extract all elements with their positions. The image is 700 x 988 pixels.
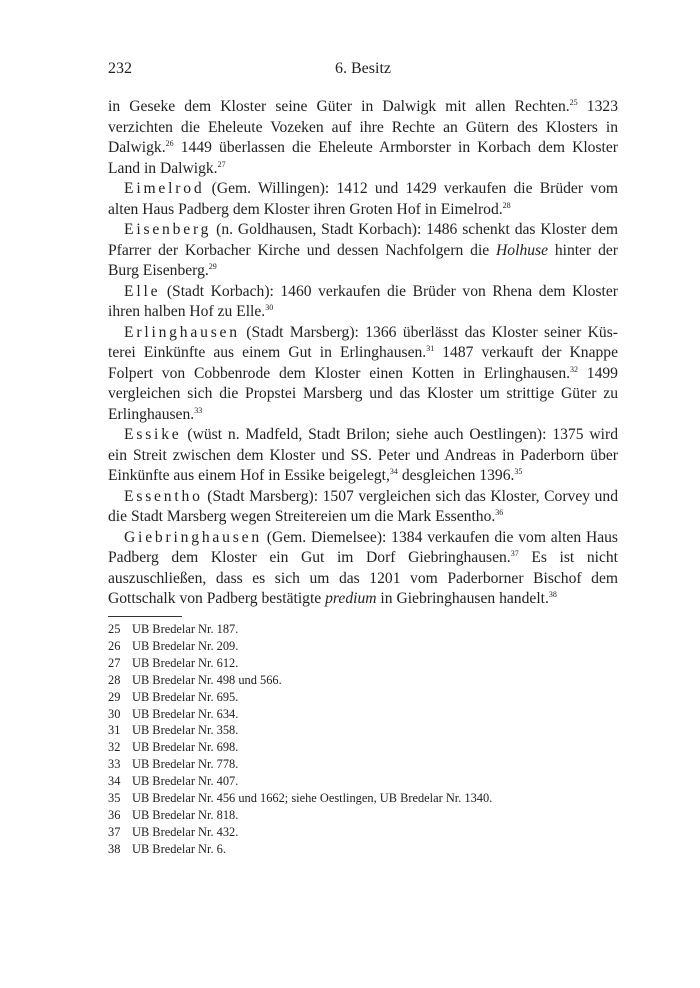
footnote-ref: 34 bbox=[389, 467, 398, 476]
paragraph-essike bbox=[108, 425, 618, 487]
place-name: Giebringhausen bbox=[124, 528, 262, 546]
paragraph-essentho bbox=[108, 487, 618, 528]
place-name: Elle bbox=[124, 282, 161, 300]
footnote-ref: 25 bbox=[569, 98, 578, 107]
footnote-number: 25 bbox=[108, 622, 121, 636]
footnote bbox=[108, 824, 618, 841]
text: desgleichen 1396. bbox=[397, 467, 515, 484]
footnote-text: UB Bredelar Nr. 187. bbox=[132, 622, 239, 636]
text: (n. Goldhausen, Stadt Korbach): 1486 schenkt das Kloster dem Pfarrer der Korbacher Kirche und dessen Nachfolgern die bbox=[108, 221, 618, 259]
footnote-text: UB Bredelar Nr. 498 und 566. bbox=[132, 672, 282, 687]
paragraph-dalwigk bbox=[108, 97, 618, 179]
text: 1449 überlassen die Eheleute Armborster in Korbach dem Kloster Land in Dalwigk. bbox=[108, 139, 618, 177]
footnote-ref: 29 bbox=[208, 262, 217, 271]
paragraph-eisenberg bbox=[108, 220, 618, 282]
footnote-ref: 38 bbox=[548, 590, 557, 599]
italic-term: Holhuse bbox=[496, 241, 549, 259]
text: 1323 verzichten die Eheleute Vozeken auf ihre Rechte an Gütern des Klosters in Dalwigk. bbox=[108, 98, 618, 156]
footnote bbox=[108, 706, 618, 723]
place-name: Essentho bbox=[124, 487, 203, 505]
text: (Gem. Diemelsee): 1384 verkaufen die vom alten Haus Padberg dem Kloster ein Gut im Dorf Giebringhausen. bbox=[108, 528, 618, 566]
footnote-number: 36 bbox=[108, 807, 121, 822]
footnote bbox=[108, 655, 618, 672]
footnote bbox=[108, 790, 618, 807]
footnote-ref: 36 bbox=[495, 508, 504, 517]
footnote-text: UB Bredelar Nr. 818. bbox=[132, 807, 239, 822]
text: (Stadt Marsberg): 1507 vergleichen sich das Kloster, Corvey und die Stadt Marsberg wegen Streitereien um die Mark Essentho. bbox=[108, 487, 618, 525]
footnote bbox=[108, 722, 618, 739]
footnote bbox=[108, 739, 618, 756]
page-number: 232 bbox=[108, 60, 132, 77]
footnote-text: UB Bredelar Nr. 612. bbox=[132, 655, 239, 670]
footnote bbox=[108, 807, 618, 824]
paragraph-elle bbox=[108, 282, 618, 323]
footnote bbox=[108, 689, 618, 706]
footnote-text: UB Bredelar Nr. 698. bbox=[132, 740, 239, 755]
text: hinter der Burg Eisenberg. bbox=[108, 241, 618, 279]
paragraph-erlinghausen bbox=[108, 323, 618, 426]
text: in Giebringhausen handelt. bbox=[376, 590, 549, 607]
footnote bbox=[108, 672, 618, 689]
text: Es ist nicht auszuschließen, dass es sich um das 1201 vom Paderborner Bischof dem Gottschalk von Padberg bestätigte bbox=[108, 549, 619, 607]
footnote-text: UB Bredelar Nr. 407. bbox=[132, 774, 239, 789]
footnote-text: UB Bredelar Nr. 6. bbox=[132, 841, 226, 856]
footnote-number: 26 bbox=[108, 638, 121, 653]
footnote-divider bbox=[108, 616, 182, 617]
footnote-number: 38 bbox=[108, 841, 121, 856]
text: (Stadt Marsberg): 1366 überlässt das Kloster seiner Küs-terei Einkünfte aus einem Gut in Erlinghausen. bbox=[108, 323, 618, 361]
footnote-number: 27 bbox=[108, 655, 121, 670]
running-head: 6. Besitz bbox=[335, 60, 391, 77]
footnote-text: UB Bredelar Nr. 209. bbox=[132, 638, 239, 653]
footnote-number: 28 bbox=[108, 672, 121, 687]
footnote-text: UB Bredelar Nr. 778. bbox=[132, 757, 239, 772]
footnote bbox=[108, 756, 618, 773]
footnote-ref: 26 bbox=[165, 139, 174, 148]
footnote-ref: 35 bbox=[514, 467, 523, 476]
footnote bbox=[108, 638, 618, 655]
footnote-number: 31 bbox=[108, 723, 121, 738]
footnote-text: UB Bredelar Nr. 358. bbox=[132, 723, 239, 738]
footnote-text: UB Bredelar Nr. 456 und 1662; siehe Oestlingen, UB Bredelar Nr. 1340. bbox=[132, 791, 493, 806]
footnote-number: 34 bbox=[108, 774, 121, 789]
footnote-text: UB Bredelar Nr. 634. bbox=[132, 706, 239, 721]
footnote-ref: 31 bbox=[426, 344, 435, 353]
footnote-number: 29 bbox=[108, 689, 121, 704]
footnote-number: 33 bbox=[108, 757, 121, 772]
footnote-ref: 32 bbox=[570, 364, 579, 374]
footnotes-list bbox=[108, 621, 618, 858]
footnote bbox=[108, 621, 618, 638]
footnote-ref: 27 bbox=[217, 159, 226, 169]
paragraph-eimelrod bbox=[108, 179, 618, 220]
footnote-ref: 37 bbox=[510, 549, 519, 558]
footnote-number: 32 bbox=[108, 740, 121, 755]
text: 1499 vergleichen sich die Propstei Marsberg und das Kloster um strittige Güter zu Erlinghausen. bbox=[108, 364, 618, 423]
footnote-number: 37 bbox=[108, 824, 121, 839]
footnote-text: UB Bredelar Nr. 432. bbox=[132, 824, 239, 839]
place-name: Eimelrod bbox=[124, 180, 205, 197]
text: (Stadt Korbach): 1460 verkaufen die Brüder von Rhena dem Kloster ihren halben Hof zu Elle. bbox=[108, 282, 618, 320]
footnote-number: 35 bbox=[108, 791, 121, 806]
text: (wüst n. Madfeld, Stadt Brilon; siehe auch Oestlingen): 1375 wird ein Streit zwischen dem Kloster und SS. Peter und Andreas in Paderborn über Einkünfte aus einem Hof in Essike beigelegt, bbox=[108, 426, 618, 484]
page-header bbox=[108, 60, 618, 82]
place-name: Erlinghausen bbox=[124, 323, 240, 341]
body-text bbox=[108, 97, 618, 610]
place-name: Eisenberg bbox=[124, 221, 212, 238]
footnote-ref: 33 bbox=[194, 405, 203, 415]
text: 1487 verkauft der Knappe Folpert von Cobbenrode dem Kloster einen Kotten in Erlinghausen. bbox=[108, 344, 619, 382]
footnote bbox=[108, 773, 618, 790]
footnote-text: UB Bredelar Nr. 695. bbox=[132, 689, 239, 704]
text: (Gem. Willingen): 1412 und 1429 verkaufen die Brüder vom alten Haus Padberg dem Kloster ihren Groten Hof in Eimelrod. bbox=[108, 180, 618, 218]
place-name: Essike bbox=[124, 426, 182, 443]
footnote-ref: 28 bbox=[502, 200, 511, 210]
footnote-ref: 30 bbox=[265, 303, 274, 312]
paragraph-giebringhausen bbox=[108, 528, 618, 610]
footnote bbox=[108, 841, 618, 858]
footnote-number: 30 bbox=[108, 706, 121, 721]
text: in Geseke dem Kloster seine Güter in Dalwigk mit allen Rechten. bbox=[108, 98, 570, 115]
italic-term: predium bbox=[325, 590, 377, 607]
